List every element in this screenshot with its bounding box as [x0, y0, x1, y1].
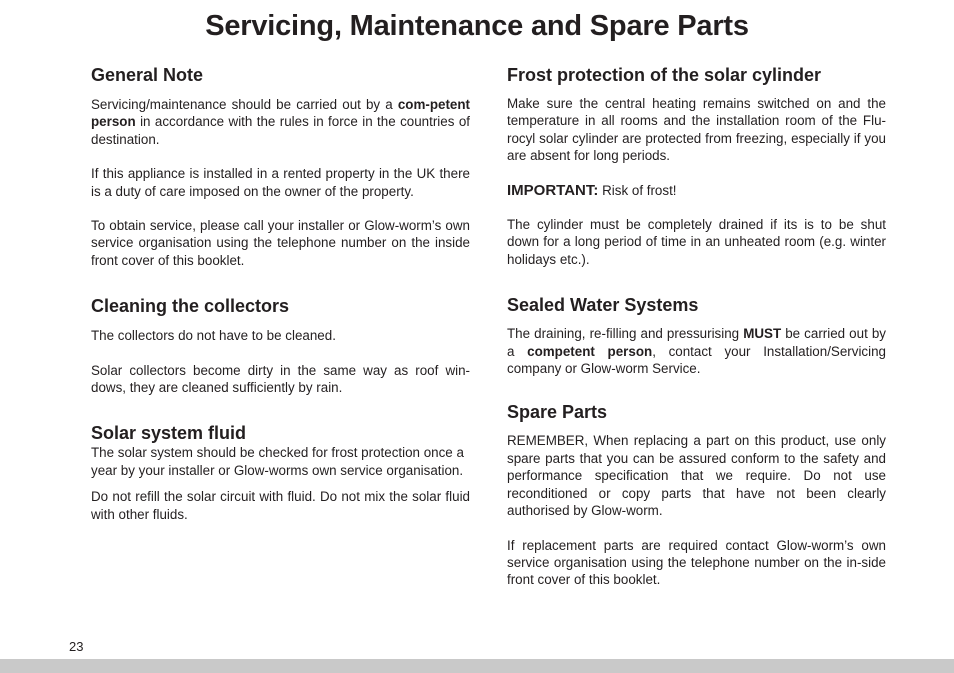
competent-person-emphasis: com-petent person [91, 97, 470, 130]
important-label: IMPORTANT: [507, 181, 599, 199]
frost-protection-paragraph-1: Make sure the central heating remains switched on and the temperature in all rooms and the installation room of the Flu-rocyl solar cylinder are protected from freezing, especially if you are absent for long periods. [507, 96, 886, 164]
left-column [91, 64, 470, 523]
sealed-water-paragraph: The draining, re-filling and pressurising MUST be carried out by a competent person, contact your Installation/Servicing company or Glow-worm Service. [507, 326, 886, 377]
footer-bar [0, 659, 954, 673]
cleaning-paragraph-1: The collectors do not have to be cleaned. [91, 328, 336, 344]
page-title: Servicing, Maintenance and Spare Parts [205, 10, 749, 42]
general-note-heading: General Note [91, 65, 204, 85]
general-note-paragraph-2: If this appliance is installed in a rented property in the UK there is a duty of care imposed on the owner of the property. [91, 166, 470, 199]
sealed-water-heading: Sealed Water Systems [507, 295, 699, 316]
spare-parts-heading: Spare Parts [507, 402, 608, 423]
spare-parts-paragraph-1: REMEMBER, When replacing a part on this product, use only spare parts that you can be assured conform to the safety and performance specification that we require. Do not use reconditioned or copy parts that have not been clearly authorised by Glow-worm. [507, 433, 886, 519]
right-column [507, 64, 886, 589]
important-note: IMPORTANT: Risk of frost! [507, 181, 677, 199]
spare-parts-paragraph-2: If replacement parts are required contact Glow-worm’s own service organisation using the telephone number on the in-side front cover of this booklet. [507, 537, 886, 588]
must-emphasis: MUST [743, 326, 782, 342]
solar-fluid-paragraph-2: Do not refill the solar circuit with fluid. Do not mix the solar fluid with other fluids. [91, 489, 470, 522]
page-number: 23 [69, 639, 84, 654]
cleaning-paragraph-2: Solar collectors become dirty in the same way as roof win-dows, they are cleaned sufficiently by rain. [91, 362, 470, 396]
frost-protection-paragraph-2: The cylinder must be completely drained if its is to be shut down for a long period of time in an unheated room (e.g. winter holidays etc.). [507, 217, 886, 267]
frost-protection-heading: Frost protection of the solar cylinder [507, 65, 822, 85]
solar-fluid-paragraph-1: The solar system should be checked for frost protection once a year by your installer or Glow-worms own service organisation. [91, 445, 464, 478]
general-note-paragraph-3: To obtain service, please call your installer or Glow-worm’s own service organisation using the telephone number on the inside front cover of this booklet. [91, 218, 470, 268]
competent-person-emphasis: competent person [527, 343, 653, 359]
solar-fluid-heading: Solar system fluid [91, 423, 247, 444]
general-note-paragraph-1: Servicing/maintenance should be carried out by a com-petent person in accordance with the rules in force in the countries of destination. [91, 97, 470, 147]
cleaning-heading: Cleaning the collectors [91, 296, 290, 317]
